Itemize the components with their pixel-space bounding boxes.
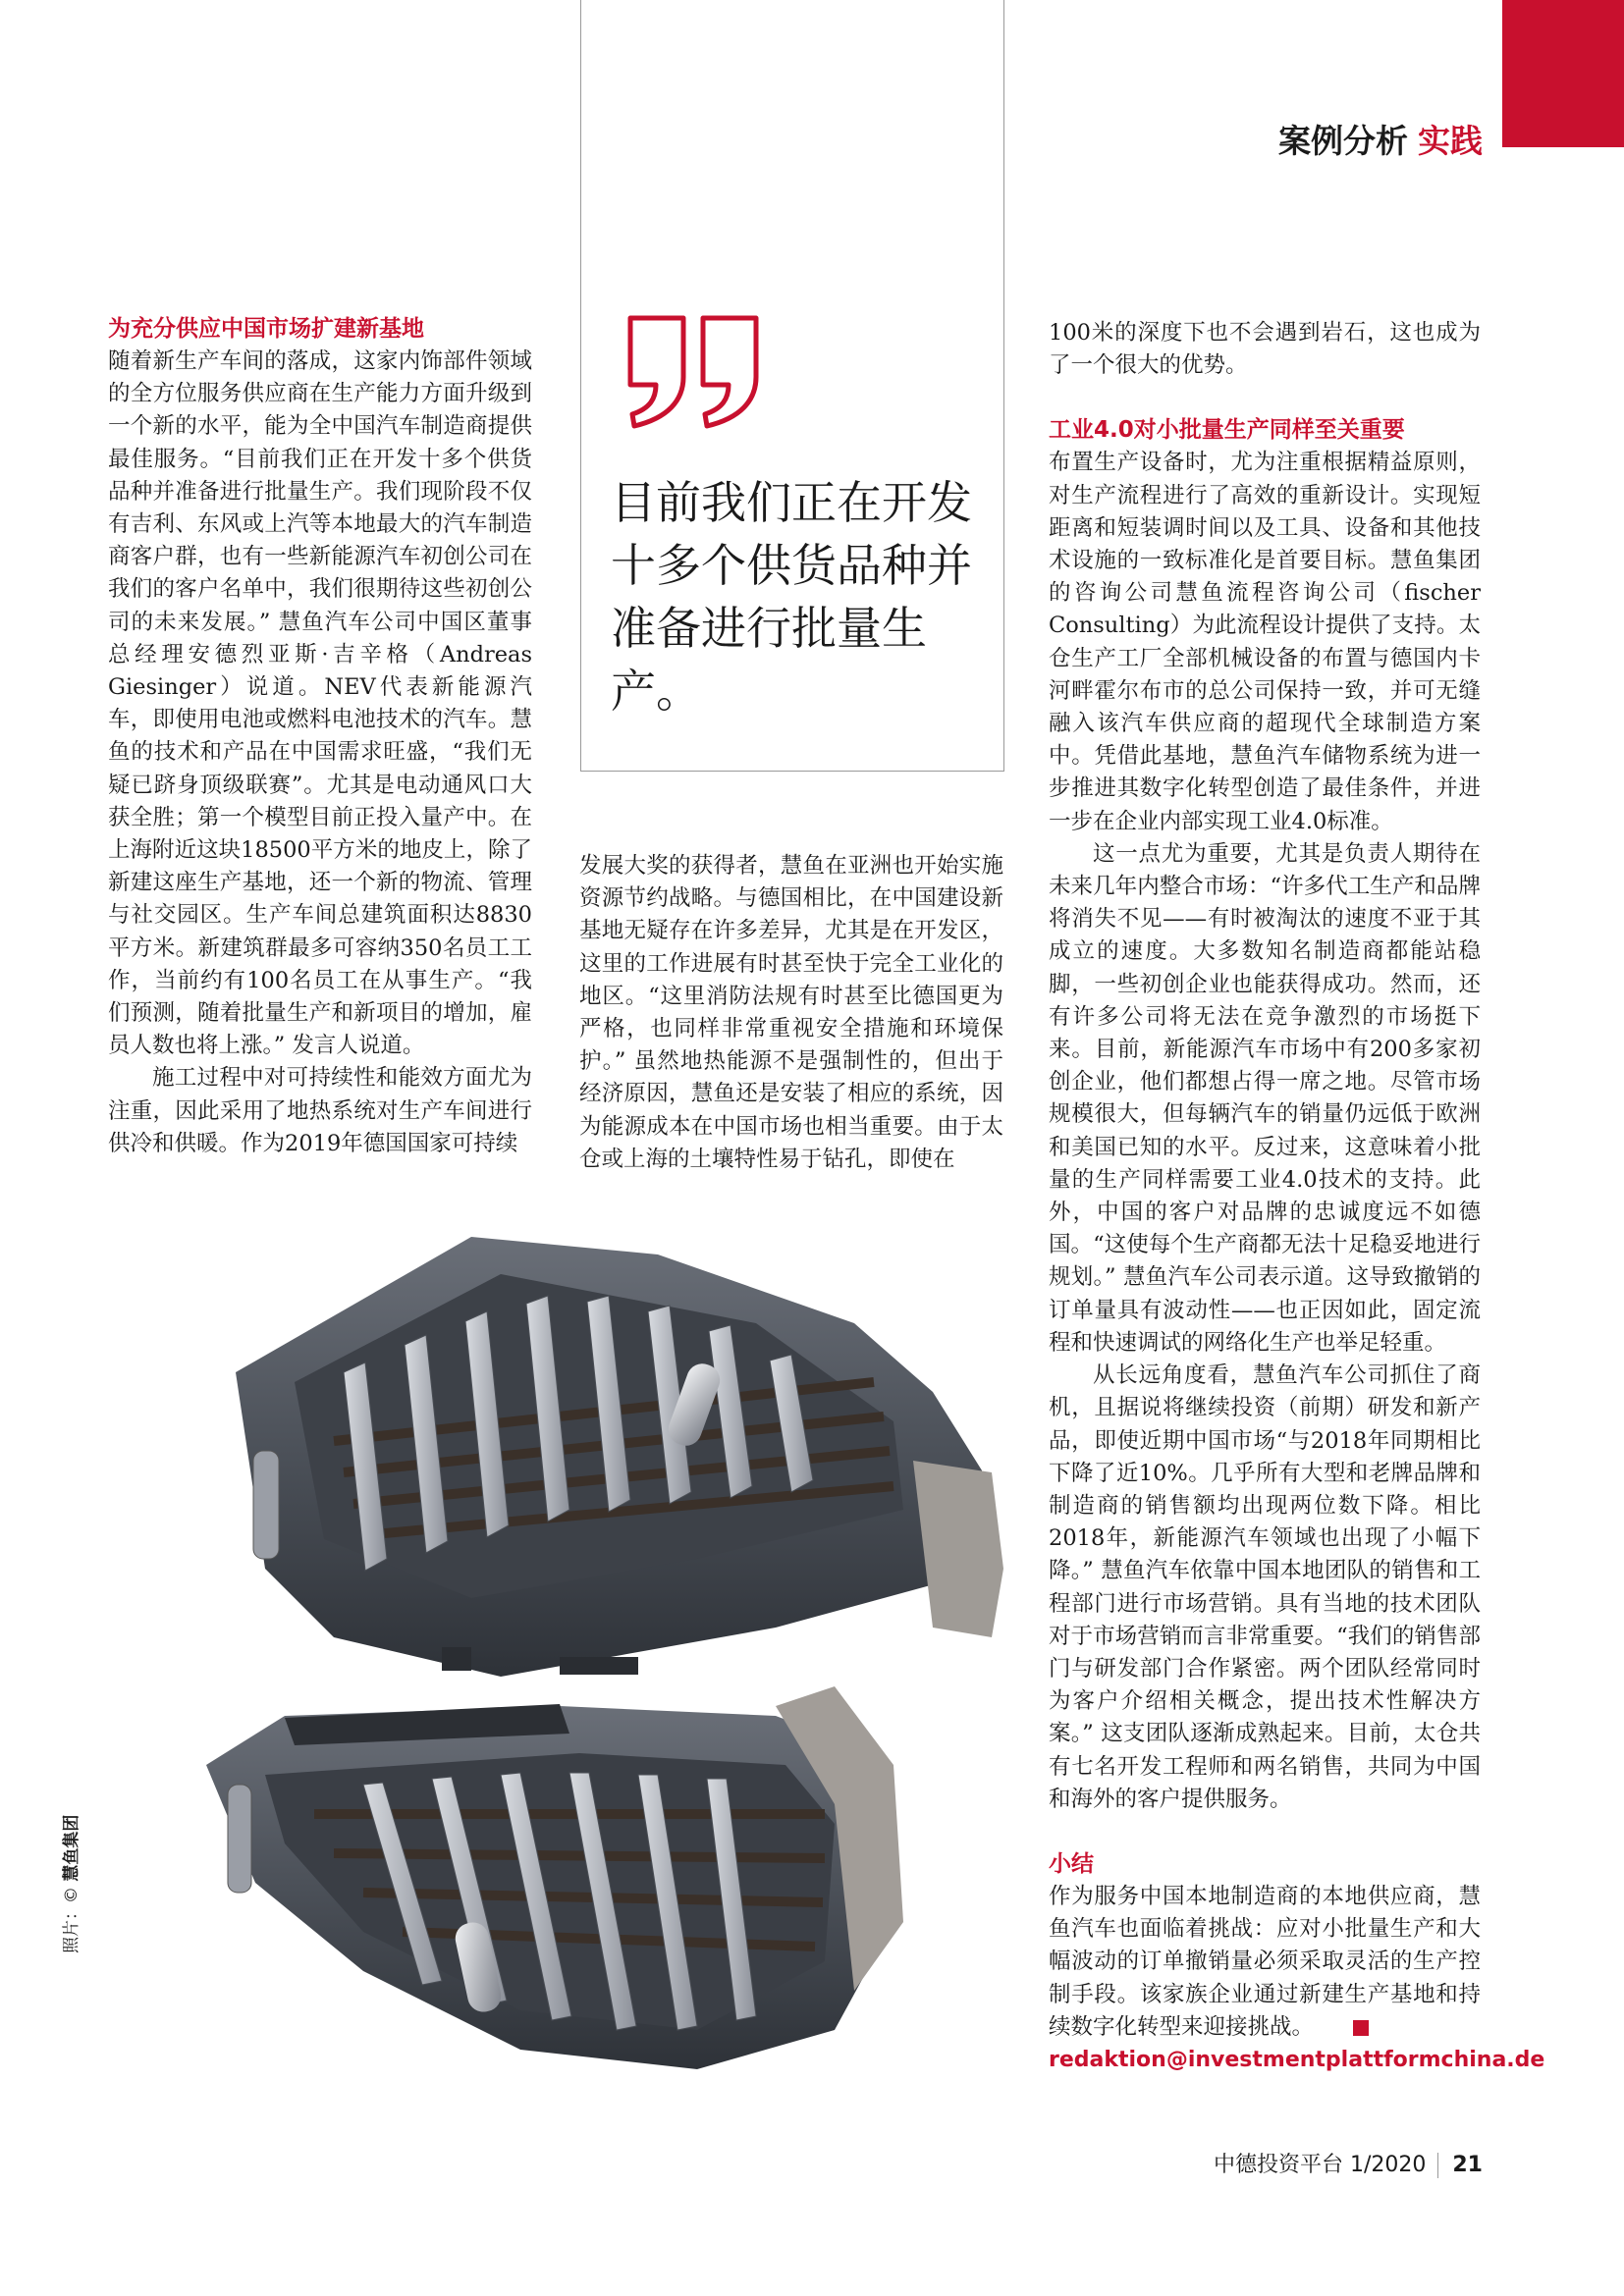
magazine-issue: 中德投资平台 1/2020 <box>1213 2153 1427 2177</box>
body-paragraph: 从长远角度看，慧鱼汽车公司抓住了商机，且据说将继续投资（前期）研发和新产品，即使近期中国市场“与2018年同期相比下降了近10%。几乎所有大型和老牌品牌和制造商的销售额均出现两位数下降。相比2018年，新能源汽车领域也出现了小幅下降。” 慧鱼汽车依靠中国本地团队的销售和工程部门进行市场营销。具有当地的技术团队对于市场营销而言非常重要。“我们的销售部门与研发部门合作紧密。两个团队经常同时为客户介绍相关概念，提出技术性解决方案。” 这支团队逐渐成熟起来。目前，太仓共有七名开发工程师和两名销售，共同为中国和海外的客户提供服务。 <box>1049 1362 1481 1812</box>
lower-vent <box>206 1686 903 2069</box>
subheading-new-base: 为充分供应中国市场扩建新基地 <box>108 316 424 342</box>
summary-paragraph: 作为服务中国本地制造商的本地供应商，慧鱼汽车也面临着挑战：应对小批量生产和大幅波动的订单撤销量必须采取灵活的生产控制手段。该家族企业通过新建生产基地和持续数字化转型来迎接挑战。 <box>1049 1883 1481 2040</box>
section-name: 实践 <box>1418 122 1483 160</box>
photo-credit: 照片：© 慧鱼集团 <box>62 1814 81 1953</box>
upper-vent <box>236 1237 1003 1677</box>
body-paragraph: 100米的深度下也不会遇到岩石，这也成为了一个很大的优势。 <box>1049 320 1481 379</box>
section-color-tab <box>1502 0 1624 147</box>
column-2 <box>579 850 1003 1176</box>
page-footer <box>1080 2148 1483 2178</box>
subheading-industry-4: 工业4.0对小批量生产同样至关重要 <box>1049 417 1405 444</box>
body-paragraph: 施工过程中对可持续性和能效方面尤为注重，因此采用了地热系统对生产车间进行供冷和供暖。作为2019年德国国家可持续 <box>108 1065 532 1156</box>
air-vent-product-photo <box>147 1215 1031 2079</box>
body-paragraph: 发展大奖的获得者，慧鱼在亚洲也开始实施资源节约战略。与德国相比，在中国建设新基地无疑存在许多差异，尤其是在开发区，这里的工作进展有时甚至快于完全工业化的地区。“这里消防法规有时甚至比德国更为严格，也同样非常重视安全措施和环境保护。” 虽然地热能源不是强制性的，但出于经济原因，慧鱼还是安装了相应的系统，因为能源成本在中国市场也相当重要。由于太仓或上海的土壤特性易于钻孔，即使在 <box>579 853 1003 1172</box>
body-paragraph: 布置生产设备时，尤为注重根据精益原则，对生产流程进行了高效的重新设计。实现短距离和短装调时间以及工具、设备和其他技术设施的一致标准化是首要目标。慧鱼集团的咨询公司慧鱼流程咨询公司（fischer Consulting）为此流程设计提供了支持。太仓生产工厂全部机械设备的布置与德国内卡河畔霍尔布市的总公司保持一致，并可无缝融入该汽车供应商的超现代全球制造方案中。凭借此基地，慧鱼汽车储物系统为进一步推进其数字化转型创造了最佳条件，并进一步在企业内部实现工业4.0标准。 <box>1049 450 1481 834</box>
author-email: redaktion@investmentplattformchina.de <box>1049 2047 1545 2072</box>
column-1 <box>108 312 532 1160</box>
quote-mark-icon <box>623 312 780 430</box>
section-category: 案例分析 <box>1278 122 1408 160</box>
column-3 <box>1049 317 1545 2077</box>
body-paragraph: 随着新生产车间的落成，这家内饰部件领域的全方位服务供应商在生产能力方面升级到一个新的水平，能为全中国汽车制造商提供最佳服务。“目前我们正在开发十多个供货品种并准备进行批量生产。我们现阶段不仅有吉利、东风或上汽等本地最大的汽车制造商客户群，也有一些新能源汽车初创公司在我们的客户名单中，我们很期待这些初创公司的未来发展。” 慧鱼汽车公司中国区董事总经理安德烈亚斯·吉辛格（Andreas Giesinger）说道。NEV代表新能源汽车，即使用电池或燃料电池技术的汽车。慧鱼的技术和产品在中国需求旺盛，“我们无疑已跻身顶级联赛”。尤其是电动通风口大获全胜；第一个模型目前正投入量产中。在上海附近这块18500平方米的地皮上，除了新建这座生产基地，还一个新的物流、管理与社交园区。生产车间总建筑面积达8830平方米。新建筑群最多可容纳350名员工工作，当前约有100名员工在从事生产。“我们预测，随着批量生产和新项目的增加，雇员人数也将上涨。” 发言人说道。 <box>108 348 532 1059</box>
page-number: 21 <box>1452 2153 1483 2177</box>
subheading-summary: 小结 <box>1049 1850 1094 1877</box>
pull-quote-text: 目前我们正在开发十多个供货品种并准备进行批量生产。 <box>611 476 972 718</box>
end-mark-icon <box>1353 2020 1369 2036</box>
section-header <box>1257 116 1483 162</box>
body-paragraph: 这一点尤为重要，尤其是负责人期待在未来几年内整合市场：“许多代工生产和品牌将消失不见——有时被淘汰的速度不亚于其成立的速度。大多数知名制造商都能站稳脚，一些初创企业也能获得成功。然而，还有许多公司将无法在竞争激烈的市场挺下来。目前，新能源汽车市场中有200多家初创企业，他们都想占得一席之地。尽管市场规模很大，但每辆汽车的销量仍远低于欧洲和美国已知的水平。反过来，这意味着小批量的生产同样需要工业4.0技术的支持。此外，中国的客户对品牌的忠诚度远不如德国。“这使每个生产商都无法十足稳妥地进行规划。” 慧鱼汽车公司表示道。这导致撤销的订单量具有波动性——也正因如此，固定流程和快速调试的网络化生产也举足轻重。 <box>1049 840 1481 1356</box>
